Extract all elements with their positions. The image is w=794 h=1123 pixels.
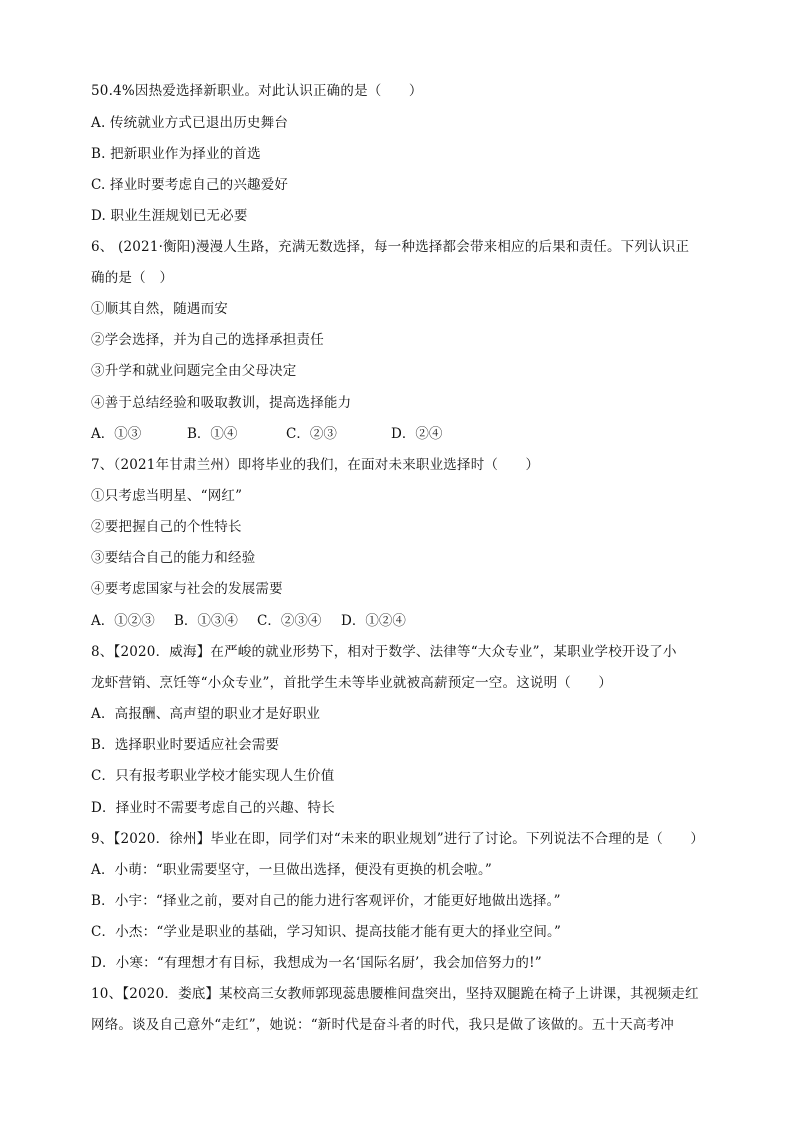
question-10-stem-cont: 网络。谈及自己意外“走红”，她说：“新时代是奋斗者的时代，我只是做了该做的。五十天高考冲 [91,1017,675,1033]
question-6-option-a: A．①③ [91,426,142,442]
question-10-stem: 10、【2020．娄底】某校高三女教师郭现蕊患腰椎间盘突出，坚持双腿跪在椅子上讲课，其视频走红 [91,986,699,1002]
question-8-option-b: B．选择职业时要适应社会需要 [91,737,280,753]
question-8-option-a: A．高报酬、高声望的职业才是好职业 [91,706,321,722]
question-6-item-2: ②学会选择，并为自己的选择承担责任 [91,332,324,348]
question-6-item-3: ③升学和就业问题完全由父母决定 [91,363,297,379]
question-7-item-2: ②要把握自己的个性特长 [91,519,242,535]
question-6-option-b: B．①④ [187,426,238,442]
question-9-option-b: B．小宇：“择业之前，要对自己的能力进行客观评价，才能更好地做出选择。” [91,893,561,909]
question-7-option-a: A．①②③ [91,613,155,629]
question-5-stem-end: 50.4%因热爱选择新职业。对此认识正确的是（ ） [91,83,423,99]
question-5-option-d: D. 职业生涯规划已无必要 [91,208,248,224]
question-7-item-4: ④要考虑国家与社会的发展需要 [91,581,283,597]
question-8-stem: 8、【2020．威海】在严峻的就业形势下，相对于数学、法律等“大众专业”，某职业学校开设了小 [91,644,677,660]
question-7-item-3: ③要结合自己的能力和经验 [91,550,256,566]
question-7-item-1: ①只考虑当明星、“网红” [91,488,243,504]
question-6-item-1: ①顺其自然，随遇而安 [91,301,228,317]
question-7-stem: 7、（2021年甘肃兰州）即将毕业的我们，在面对未来职业选择时（ ） [91,457,540,473]
question-5-option-a: A. 传统就业方式已退出历史舞台 [91,115,289,131]
question-6-stem-cont: 确的是（ ） [91,270,174,286]
question-9-stem: 9、【2020．徐州】毕业在即，同学们对“未来的职业规划”进行了讨论。下列说法不合理的是（ ） [91,831,705,847]
question-8-option-d: D．择业时不需要考虑自己的兴趣、特长 [91,800,335,816]
question-8-stem-cont: 龙虾营销、烹饪等“小众专业”，首批学生未等毕业就被高薪预定一空。这说明（ ） [91,675,613,691]
question-6-option-d: D．②④ [391,426,443,442]
question-6-option-c: C．②③ [286,426,337,442]
question-9-option-d: D．小寒：“有理想才有目标，我想成为一名‘国际名厨’，我会加倍努力的!” [91,955,542,971]
question-8-option-c: C．只有报考职业学校才能实现人生价值 [91,768,335,784]
question-6-item-4: ④善于总结经验和吸取教训，提高选择能力 [91,395,352,411]
question-9-option-c: C．小杰：“学业是职业的基础，学习知识、提高技能才能有更大的择业空间。” [91,924,562,940]
question-7-option-b: B．①③④ [174,613,238,629]
question-5-option-b: B. 把新职业作为择业的首选 [91,146,261,162]
question-7-option-d: D．①②④ [341,613,406,629]
question-7-option-c: C．②③④ [257,613,322,629]
question-9-option-a: A．小萌：“职业需要坚守，一旦做出选择，便没有更换的机会啦。” [91,862,493,878]
question-5-option-c: C. 择业时要考虑自己的兴趣爱好 [91,177,289,193]
question-6-stem: 6、 (2021·衡阳)漫漫人生路，充满无数选择，每一种选择都会带来相应的后果和责任。下列认识正 [91,239,690,255]
